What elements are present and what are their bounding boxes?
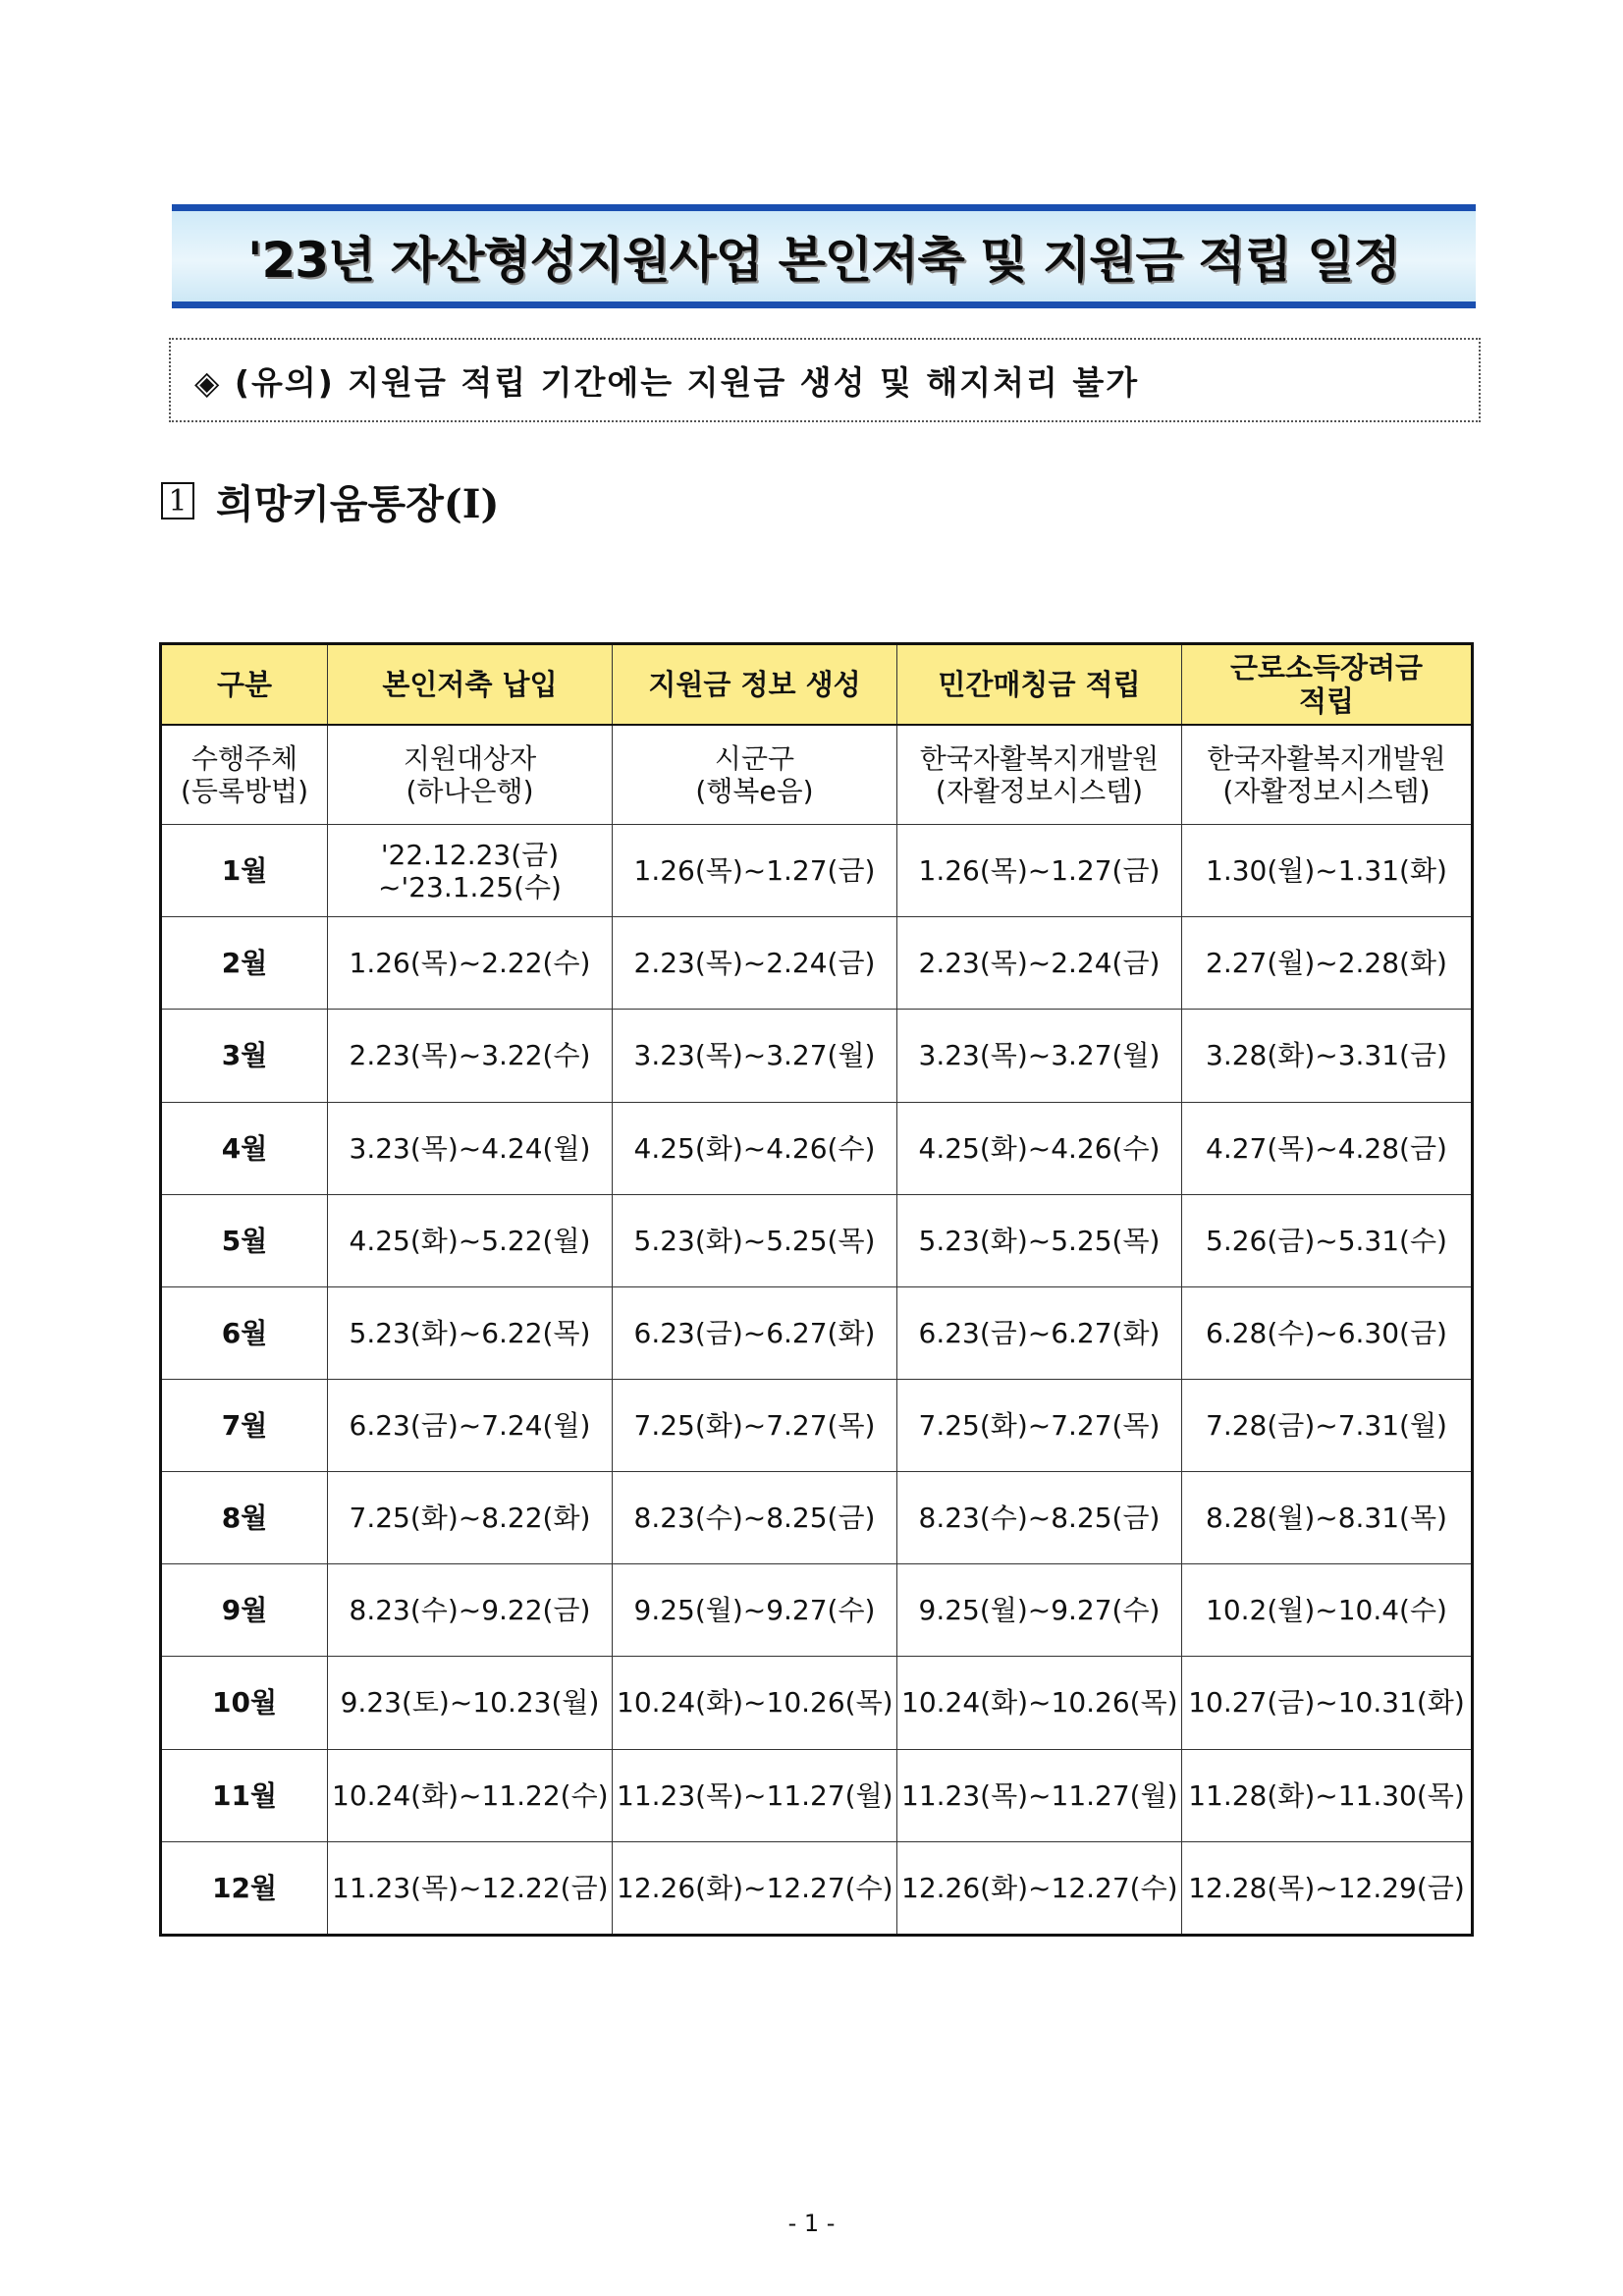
column-header: 본인저축 납입 xyxy=(328,644,613,726)
table-cell: 3.23(목)~3.27(월) xyxy=(897,1010,1182,1102)
month-cell: 2월 xyxy=(161,917,328,1010)
month-cell: 5월 xyxy=(161,1194,328,1286)
table-cell: 8.23(수)~9.22(금) xyxy=(328,1564,613,1657)
table-cell: 11.23(목)~12.22(금) xyxy=(328,1841,613,1935)
subheader-cell: 한국자활복지개발원 (자활정보시스템) xyxy=(897,725,1182,825)
month-cell: 12월 xyxy=(161,1841,328,1935)
table-row xyxy=(161,1102,1473,1194)
table-cell: 8.28(월)~8.31(목) xyxy=(1182,1472,1473,1564)
month-cell: 4월 xyxy=(161,1102,328,1194)
section-heading xyxy=(161,473,499,528)
table-cell: 5.23(화)~5.25(목) xyxy=(613,1194,897,1286)
page-title: '23년 자산형성지원사업 본인저축 및 지원금 적립 일정 xyxy=(247,232,1400,289)
subheader-cell: 지원대상자 (하나은행) xyxy=(328,725,613,825)
subheader-row xyxy=(161,725,1473,825)
table-cell: 5.26(금)~5.31(수) xyxy=(1182,1194,1473,1286)
table-cell: 4.25(화)~4.26(수) xyxy=(613,1102,897,1194)
table-cell: 7.28(금)~7.31(월) xyxy=(1182,1380,1473,1472)
section-number: 1 xyxy=(161,482,194,519)
table-cell: 4.25(화)~4.26(수) xyxy=(897,1102,1182,1194)
table-row xyxy=(161,1749,1473,1841)
table-cell: 2.23(목)~2.24(금) xyxy=(613,917,897,1010)
table-cell: 9.23(토)~10.23(월) xyxy=(328,1657,613,1749)
table-cell: 4.27(목)~4.28(금) xyxy=(1182,1102,1473,1194)
table-cell: 12.26(화)~12.27(수) xyxy=(897,1841,1182,1935)
subheader-cell: 수행주체 (등록방법) xyxy=(161,725,328,825)
table-row xyxy=(161,1010,1473,1102)
month-cell: 7월 xyxy=(161,1380,328,1472)
table-cell: 1.26(목)~2.22(수) xyxy=(328,917,613,1010)
table-cell: 6.23(금)~6.27(화) xyxy=(897,1286,1182,1379)
table-cell: 11.28(화)~11.30(목) xyxy=(1182,1749,1473,1841)
table-cell: '22.12.23(금) ~'23.1.25(수) xyxy=(328,825,613,917)
section-label: 희망키움통장(Ⅰ) xyxy=(216,480,500,527)
subheader-cell: 한국자활복지개발원 (자활정보시스템) xyxy=(1182,725,1473,825)
month-cell: 8월 xyxy=(161,1472,328,1564)
table-row xyxy=(161,1286,1473,1379)
title-banner xyxy=(172,204,1476,308)
table-row xyxy=(161,1564,1473,1657)
header-row xyxy=(161,644,1473,726)
table-cell: 3.28(화)~3.31(금) xyxy=(1182,1010,1473,1102)
table-cell: 1.26(목)~1.27(금) xyxy=(613,825,897,917)
table-cell: 11.23(목)~11.27(월) xyxy=(613,1749,897,1841)
table-cell: 7.25(화)~7.27(목) xyxy=(613,1380,897,1472)
table-cell: 9.25(월)~9.27(수) xyxy=(613,1564,897,1657)
month-cell: 10월 xyxy=(161,1657,328,1749)
table-cell: 1.26(목)~1.27(금) xyxy=(897,825,1182,917)
notice-box xyxy=(169,338,1481,422)
table-cell: 2.23(목)~3.22(수) xyxy=(328,1010,613,1102)
table-cell: 5.23(화)~6.22(목) xyxy=(328,1286,613,1379)
table-cell: 7.25(화)~8.22(화) xyxy=(328,1472,613,1564)
column-header: 근로소득장려금 적립 xyxy=(1182,644,1473,726)
month-cell: 3월 xyxy=(161,1010,328,1102)
table-cell: 5.23(화)~5.25(목) xyxy=(897,1194,1182,1286)
table-cell: 10.27(금)~10.31(화) xyxy=(1182,1657,1473,1749)
schedule-table xyxy=(159,642,1474,1937)
column-header: 지원금 정보 생성 xyxy=(613,644,897,726)
table-cell: 9.25(월)~9.27(수) xyxy=(897,1564,1182,1657)
month-cell: 9월 xyxy=(161,1564,328,1657)
table-row xyxy=(161,1380,1473,1472)
table-cell: 10.24(화)~10.26(목) xyxy=(613,1657,897,1749)
table-cell: 8.23(수)~8.25(금) xyxy=(613,1472,897,1564)
subheader-cell: 시군구 (행복e음) xyxy=(613,725,897,825)
table-cell: 10.2(월)~10.4(수) xyxy=(1182,1564,1473,1657)
table-row xyxy=(161,1472,1473,1564)
table-cell: 2.27(월)~2.28(화) xyxy=(1182,917,1473,1010)
table-cell: 10.24(화)~10.26(목) xyxy=(897,1657,1182,1749)
table-row xyxy=(161,1194,1473,1286)
column-header: 민간매칭금 적립 xyxy=(897,644,1182,726)
month-cell: 6월 xyxy=(161,1286,328,1379)
table-cell: 1.30(월)~1.31(화) xyxy=(1182,825,1473,917)
table-cell: 11.23(목)~11.27(월) xyxy=(897,1749,1182,1841)
table-cell: 10.24(화)~11.22(수) xyxy=(328,1749,613,1841)
table-cell: 6.23(금)~7.24(월) xyxy=(328,1380,613,1472)
notice-text: ◈ (유의) 지원금 적립 기간에는 지원금 생성 및 해지처리 불가 xyxy=(194,362,1140,402)
table-cell: 3.23(목)~3.27(월) xyxy=(613,1010,897,1102)
table-cell: 12.28(목)~12.29(금) xyxy=(1182,1841,1473,1935)
table-body xyxy=(161,725,1473,1936)
column-header: 구분 xyxy=(161,644,328,726)
page-number: - 1 - xyxy=(787,2210,836,2237)
table-cell: 3.23(목)~4.24(월) xyxy=(328,1102,613,1194)
table-row xyxy=(161,917,1473,1010)
table-cell: 12.26(화)~12.27(수) xyxy=(613,1841,897,1935)
table-cell: 8.23(수)~8.25(금) xyxy=(897,1472,1182,1564)
month-cell: 11월 xyxy=(161,1749,328,1841)
table-row xyxy=(161,1841,1473,1935)
table-row xyxy=(161,1657,1473,1749)
table-row xyxy=(161,825,1473,917)
table-cell: 7.25(화)~7.27(목) xyxy=(897,1380,1182,1472)
table-cell: 6.23(금)~6.27(화) xyxy=(613,1286,897,1379)
table-cell: 2.23(목)~2.24(금) xyxy=(897,917,1182,1010)
month-cell: 1월 xyxy=(161,825,328,917)
table-cell: 4.25(화)~5.22(월) xyxy=(328,1194,613,1286)
table-cell: 6.28(수)~6.30(금) xyxy=(1182,1286,1473,1379)
